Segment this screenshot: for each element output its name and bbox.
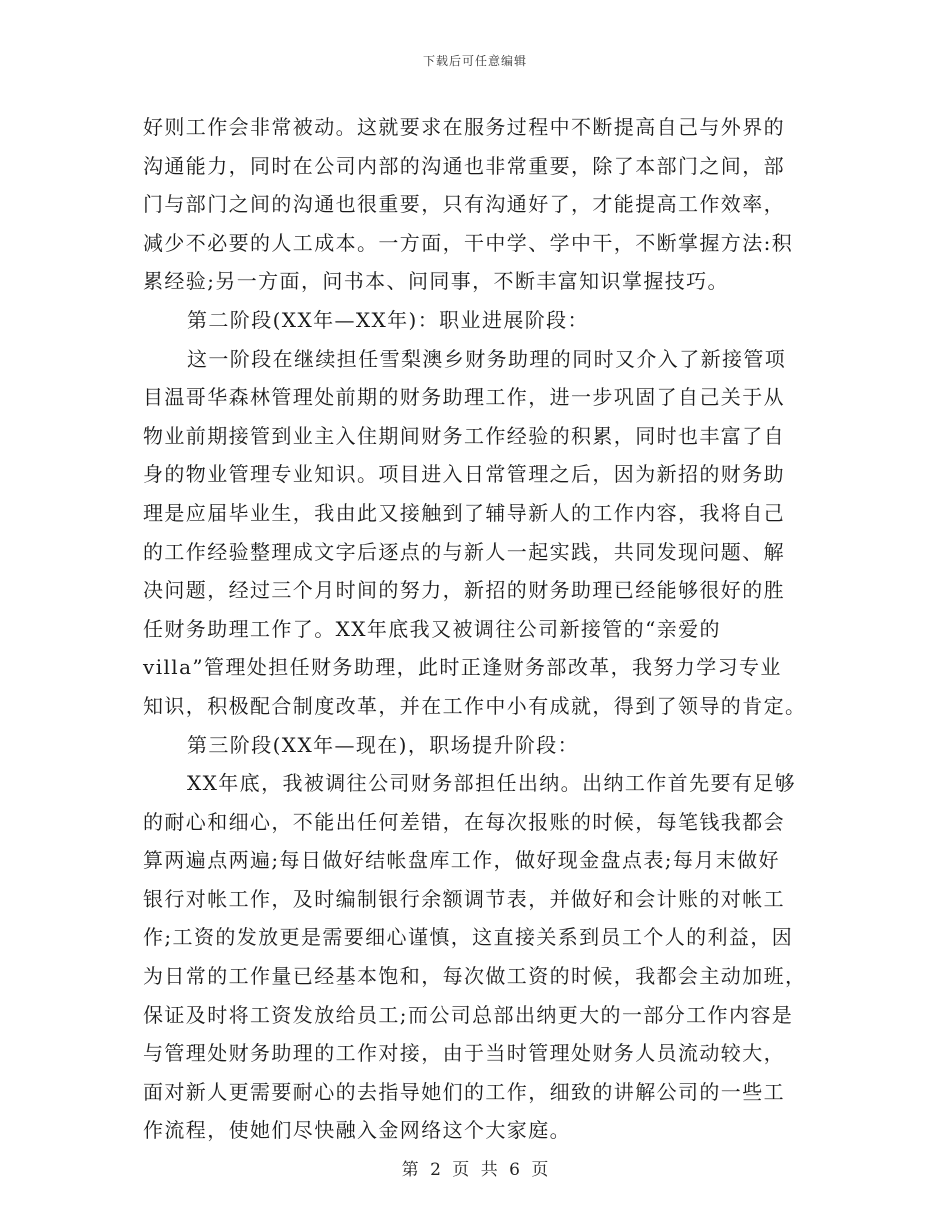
body-text-line: 沟通能力，同时在公司内部的沟通也非常重要，除了本部门之间，部 (143, 153, 785, 178)
body-text-line: 身的物业管理专业知识。项目进入日常管理之后，因为新招的财务助 (143, 462, 785, 487)
body-text-line: 作;工资的发放更是需要细心谨慎，这直接关系到员工个人的利益，因 (143, 925, 794, 950)
body-text-line: 作流程，使她们尽快融入金网络这个大家庭。 (143, 1118, 571, 1143)
body-text-line: 理是应届毕业生，我由此又接触到了辅导新人的工作内容，我将自己 (143, 500, 785, 525)
body-text-line: 任财务助理工作了。XX年底我又被调往公司新接管的“亲爱的 (143, 616, 721, 641)
body-text-line: 为日常的工作量已经基本饱和，每次做工资的时候，我都会主动加班， (143, 964, 807, 989)
body-text-line: 银行对帐工作，及时编制银行余额调节表，并做好和会计账的对帐工 (143, 886, 785, 911)
body-text-line: 的耐心和细心，不能出任何差错，在每次报账的时候，每笔钱我都会 (143, 809, 785, 834)
body-text-line: XX年底，我被调往公司财务部担任出纳。出纳工作首先要有足够 (187, 771, 797, 796)
body-text-line: 门与部门之间的沟通也很重要，只有沟通好了，才能提高工作效率， (143, 192, 785, 217)
page-header-note: 下载后可任意编辑 (422, 54, 527, 68)
body-text-line: 第二阶段(XX年—XX年)：职业进展阶段： (187, 307, 589, 332)
body-text-line: 好则工作会非常被动。这就要求在服务过程中不断提高自己与外界的 (143, 115, 785, 139)
body-text-line: 目温哥华森林管理处前期的财务助理工作，进一步巩固了自己关于从 (143, 385, 785, 410)
body-text-line: 第三阶段(XX年—现在)，职场提升阶段： (187, 732, 580, 757)
body-text-line: 决问题，经过三个月时间的努力，新招的财务助理已经能够很好的胜 (143, 578, 785, 603)
body-text-line: 减少不必要的人工成本。一方面，干中学、学中干，不断掌握方法:积 (143, 230, 794, 255)
page-number-footer: 第 2 页 共 6 页 (401, 1160, 549, 1180)
body-text-line: villa”管理处担任财务助理，此时正逢财务部改革，我努力学习专业 (143, 655, 782, 680)
body-text-line: 面对新人更需要耐心的去指导她们的工作，细致的讲解公司的一些工 (143, 1079, 785, 1104)
body-text-line: 与管理处财务助理的工作对接，由于当时管理处财务人员流动较大， (143, 1041, 785, 1066)
body-text-line: 物业前期接管到业主入住期间财务工作经验的积累，同时也丰富了自 (143, 423, 785, 448)
body-text-line: 的工作经验整理成文字后逐点的与新人一起实践，共同发现问题、解 (143, 539, 785, 564)
body-text-line: 算两遍点两遍;每日做好结帐盘库工作，做好现金盘点表;每月末做好 (143, 848, 780, 873)
body-text-line: 知识，积极配合制度改革，并在工作中小有成就，得到了领导的肯定。 (143, 693, 807, 718)
document-body (143, 108, 807, 1150)
body-text-line: 这一阶段在继续担任雪梨澳乡财务助理的同时又介入了新接管项 (187, 346, 787, 371)
body-text-line: 保证及时将工资发放给员工;而公司总部出纳更大的一部分工作内容是 (143, 1002, 794, 1027)
body-text-line: 累经验;另一方面，问书本、问同事，不断丰富知识掌握技巧。 (143, 269, 729, 294)
